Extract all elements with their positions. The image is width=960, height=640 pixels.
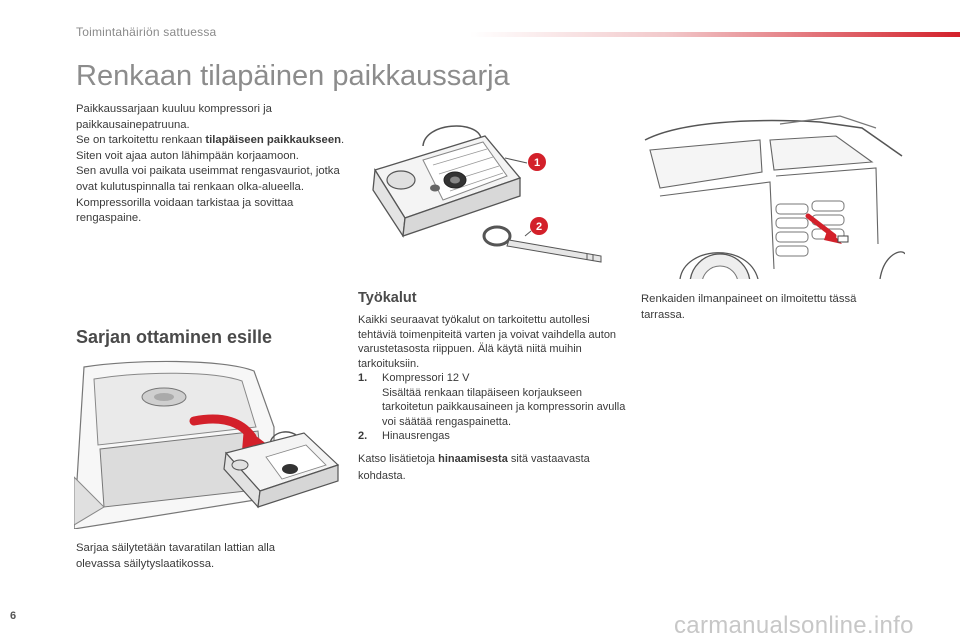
repair-kit-illustration: [355, 118, 625, 268]
tool-item: [358, 371, 630, 429]
tool-item-title: Hinausrengas: [382, 430, 450, 442]
tool-item-desc: Sisältää renkaan tilapäiseen korjaukseen tarkoitetun paikkausaineen ja kompressorin avulla voi säätää rengaspainetta.: [382, 386, 626, 428]
tool-item-number: 1.: [358, 372, 368, 384]
intro-line-2-bold: tilapäiseen paikkaukseen: [205, 134, 342, 147]
tool-item-title: Kompressori 12 V: [382, 372, 470, 384]
tools-list: [358, 313, 630, 444]
see-also-link: hinaamisesta: [438, 453, 508, 465]
see-also-post: sitä vastaavasta kohdasta.: [358, 453, 590, 482]
page-number: 6: [10, 610, 17, 622]
intro-line-4: Sen avulla voi paikata useimmat rengasvauriot, jotka ovat kulutuspinnalla tai renkaan olka-alueella.: [76, 165, 340, 193]
intro-text: [76, 102, 351, 227]
trunk-illustration: [74, 357, 344, 529]
chapter-header: Toimintahäiriön sattuessa: [76, 25, 217, 39]
intro-line-1: Paikkaussarjaan kuuluu kompressori ja paikkausainepatruuna.: [76, 103, 272, 131]
callout-badge-2-label: 2: [535, 221, 543, 233]
intro-line-5: Kompressorilla voidaan tarkistaa ja sovittaa rengaspaine.: [76, 196, 294, 225]
site-watermark: carmanualsonline.info: [674, 612, 914, 639]
header-accent-bar: [470, 32, 960, 37]
see-also-text: [358, 451, 630, 485]
storage-caption: Sarjaa säilytetään tavaratilan lattian alla olevassa säilytyslaatikossa.: [76, 542, 276, 570]
pressure-sticker: [838, 236, 848, 242]
tools-intro: Kaikki seuraavat työkalut on tarkoitettu autollesi tehtäviä toimenpiteitä varten ja voivat vaihdella auton varustetasosta riippuen. Älä käytä niitä muihin tarkoituksiin.: [358, 314, 617, 370]
tool-item: [358, 429, 630, 444]
tools-heading: Työkalut: [358, 290, 417, 306]
intro-line-2-post: .: [341, 134, 345, 147]
intro-line-3: Siten voit ajaa auton lähimpään korjaamoon.: [76, 149, 299, 162]
intro-line-2-pre: Se on tarkoitettu renkaan: [76, 134, 206, 147]
sticker-caption: Renkaiden ilmanpaineet on ilmoitettu tässä tarrassa.: [641, 293, 857, 321]
car-side-illustration: [640, 104, 905, 279]
kit-removal-heading: Sarjan ottaminen esille: [76, 327, 273, 347]
callout-badge-1-label: 1: [533, 157, 541, 169]
tool-item-number: 2.: [358, 430, 368, 442]
page-title: Renkaan tilapäinen paikkaussarja: [76, 60, 510, 92]
see-also-pre: Katso lisätietoja: [358, 453, 439, 465]
